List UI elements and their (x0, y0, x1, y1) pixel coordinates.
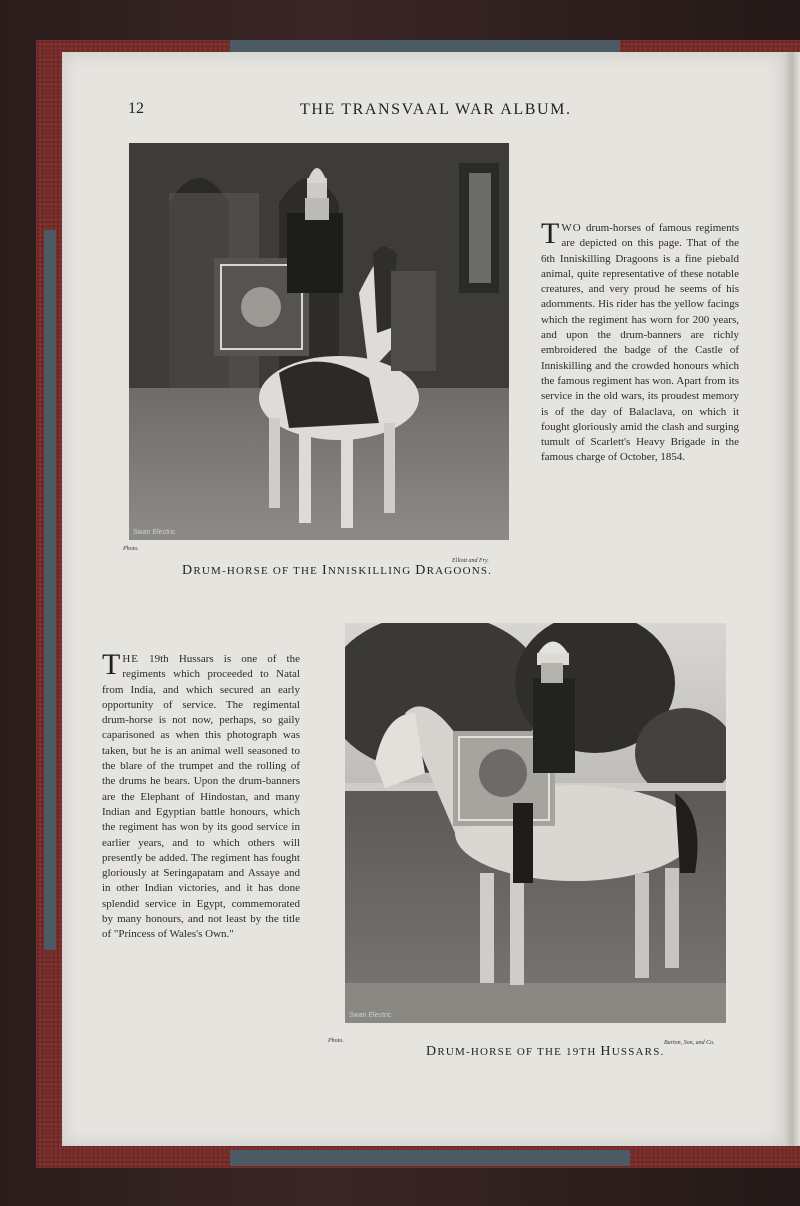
cover-cloth-band-bottom (230, 1150, 630, 1166)
drop-cap: T (541, 217, 560, 250)
caption-inniskilling: DRUM-HORSE OF THE INNISKILLING DRAGOONS. (182, 563, 493, 578)
article-drum-horses: TWO drum-horses of famous regiments are depicted on this page. That of the 6th Inniskilling Dragoons is a fine piebald animal, quite representative of these notable creatures, and very proud he seems of his adornments. His rider has the yellow facings which the regiment has worn for 200 years, and upon the drum-banners are richly embroidered the badge of the Castle of Inniskilling and the crowded honours which the famous regiment has won. Apart from its service in the old wars, its proudest memory is of the day of Balaclava, on which it fought gloriously amid the clash and surging tumult of Scarlett's Heavy Brigade in the famous charge of October, 1854. (541, 217, 739, 464)
drop-cap: T (102, 648, 121, 681)
photo-inniskilling-drum-horse (129, 143, 509, 540)
photo-label: Photo. (328, 1038, 344, 1044)
article-19th-hussars: THE 19th Hussars is one of the regiments which proceeded to Natal from India, and which secured an early opportunity of service. The regimental drum-horse is not now, perhaps, so gaily caparisoned as when this photograph was taken, but he is an animal well seasoned to the blare of the trumpet and the rolling of the drums he bears. Upon the drum-banners are the Elephant of Hindostan, and many Indian and Egyptian battle honours, which the regiment has won by its good service in earlier years, and to which others will presently be added. The regiment has fought gloriously at Seringapatam and Assaye and in other Indian victories, and it has done splendid service in Egypt, commemorated by many honours, and not least by the title of "Princess of Wales's Own." (102, 648, 300, 941)
page-edge-stack (784, 52, 800, 1146)
photo-label: Photo. (123, 546, 139, 552)
engraver-mark: Swan Electric (133, 529, 176, 536)
page-number: 12 (128, 100, 144, 117)
photo-credit: Elliott and Fry. (452, 558, 489, 564)
photo-19th-hussars-drum-horse (345, 623, 726, 1023)
running-head-title: THE TRANSVAAL WAR ALBUM. (300, 101, 572, 118)
cover-cloth-band-left (44, 230, 56, 950)
caption-19th-hussars: DRUM-HORSE OF THE 19TH HUSSARS. (426, 1044, 665, 1059)
engraver-mark: Swan Electric (349, 1012, 392, 1019)
photo-credit: Barton, Son, and Co. (664, 1040, 715, 1046)
